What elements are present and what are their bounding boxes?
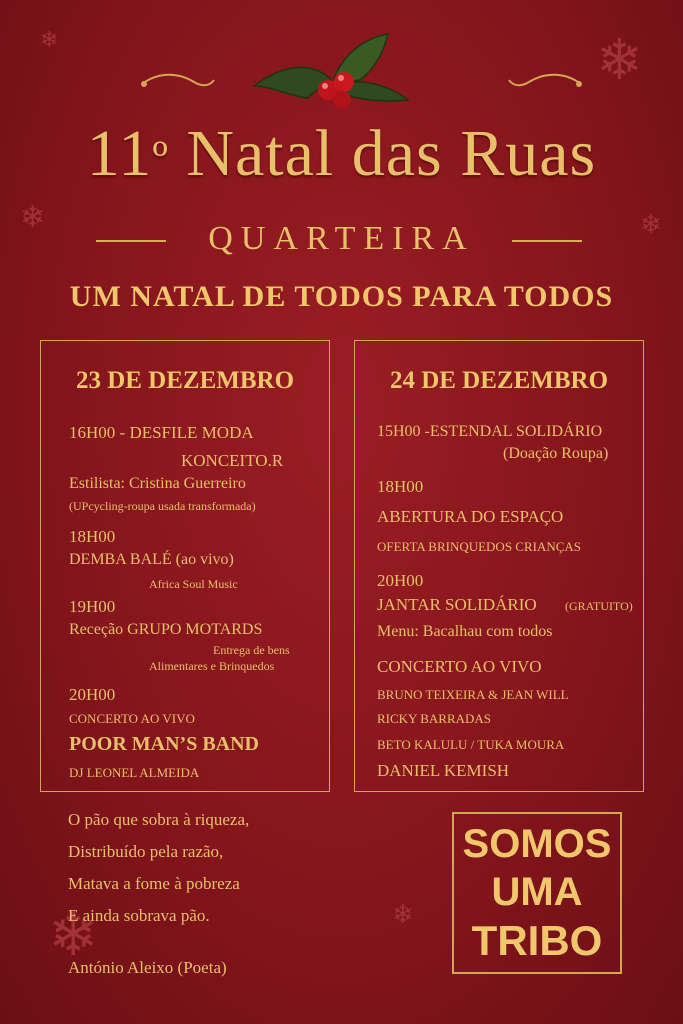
schedule-panel-23 bbox=[40, 340, 330, 792]
event-line: Menu: Bacalhau com todos bbox=[377, 623, 553, 640]
poem-line: Matava a fome à pobreza bbox=[68, 874, 240, 893]
event-line: 19H00 bbox=[69, 597, 116, 616]
event-line: RICKY BARRADAS bbox=[377, 711, 492, 726]
flourish-left-icon bbox=[138, 68, 218, 96]
event-line: OFERTA BRINQUEDOS CRIANÇAS bbox=[377, 539, 582, 554]
event-line: KONCEITO.R bbox=[181, 451, 284, 470]
snowflake-icon: ❄ bbox=[596, 28, 643, 93]
event-line: 15H00 -ESTENDAL SOLIDÁRIO bbox=[377, 423, 603, 440]
tribe-badge bbox=[452, 812, 622, 974]
event-line: 18H00 bbox=[69, 527, 116, 546]
panel-date: 23 DE DEZEMBRO bbox=[75, 367, 295, 394]
event-line: BETO KALULU / TUKA MOURA bbox=[377, 737, 565, 752]
event-line: Estilista: Cristina Guerreiro bbox=[69, 475, 246, 492]
event-line: (GRATUITO) bbox=[565, 599, 633, 613]
event-line: Receção GRUPO MOTARDS bbox=[69, 621, 263, 638]
event-line: Africa Soul Music bbox=[149, 577, 238, 591]
holly-icon bbox=[248, 28, 418, 110]
tagline: UM NATAL DE TODOS PARA TODOS bbox=[69, 280, 614, 313]
subtitle: QUARTEIRA bbox=[208, 220, 475, 257]
event-line: ABERTURA DO ESPAÇO bbox=[377, 507, 564, 526]
event-line: BRUNO TEIXEIRA & JEAN WILL bbox=[377, 687, 569, 702]
event-line: 16H00 - DESFILE MODA bbox=[69, 423, 254, 442]
snowflake-icon: ❄ bbox=[48, 900, 99, 970]
event-line: DEMBA BALÉ (ao vivo) bbox=[69, 551, 234, 568]
snowflake-icon: ❄ bbox=[40, 28, 59, 53]
event-line: DJ LEONEL ALMEIDA bbox=[69, 765, 200, 780]
page-title bbox=[0, 116, 683, 192]
poem-line: O pão que sobra à riqueza, bbox=[68, 810, 250, 829]
event-line: Entrega de bens bbox=[213, 643, 290, 657]
event-line: CONCERTO AO VIVO bbox=[377, 657, 542, 676]
panel-date: 24 DE DEZEMBRO bbox=[389, 367, 609, 394]
event-line: (Doação Roupa) bbox=[503, 445, 609, 462]
snowflake-icon: ❄ bbox=[392, 900, 414, 930]
snowflake-icon: ❄ bbox=[640, 210, 662, 240]
event-line: 18H00 bbox=[377, 477, 424, 496]
event-line: DANIEL KEMISH bbox=[377, 761, 510, 780]
badge-line: UMA bbox=[491, 870, 583, 914]
schedule-panel-24 bbox=[354, 340, 644, 792]
event-line: CONCERTO AO VIVO bbox=[69, 711, 195, 726]
badge-line: SOMOS bbox=[462, 822, 612, 866]
event-line: JANTAR SOLIDÁRIO bbox=[377, 595, 537, 614]
event-line: POOR MAN’S BAND bbox=[69, 733, 259, 755]
title-number: 11 bbox=[86, 117, 153, 190]
title-text: Natal das Ruas bbox=[186, 117, 597, 190]
event-line: 20H00 bbox=[69, 685, 116, 704]
event-line: 20H00 bbox=[377, 571, 424, 590]
poem-line: Distribuído pela razão, bbox=[68, 842, 224, 861]
poem-author: António Aleixo (Poeta) bbox=[68, 958, 227, 977]
flourish-right-icon bbox=[505, 68, 585, 96]
title-ordinal: º bbox=[152, 130, 169, 186]
event-line: (UPcycling-roupa usada transformada) bbox=[69, 499, 256, 513]
divider bbox=[512, 240, 582, 242]
poem-line: E ainda sobrava pão. bbox=[68, 906, 210, 925]
badge-line: TRIBO bbox=[471, 917, 603, 964]
event-line: Alimentares e Brinquedos bbox=[149, 659, 275, 673]
snowflake-icon: ❄ bbox=[20, 200, 46, 235]
